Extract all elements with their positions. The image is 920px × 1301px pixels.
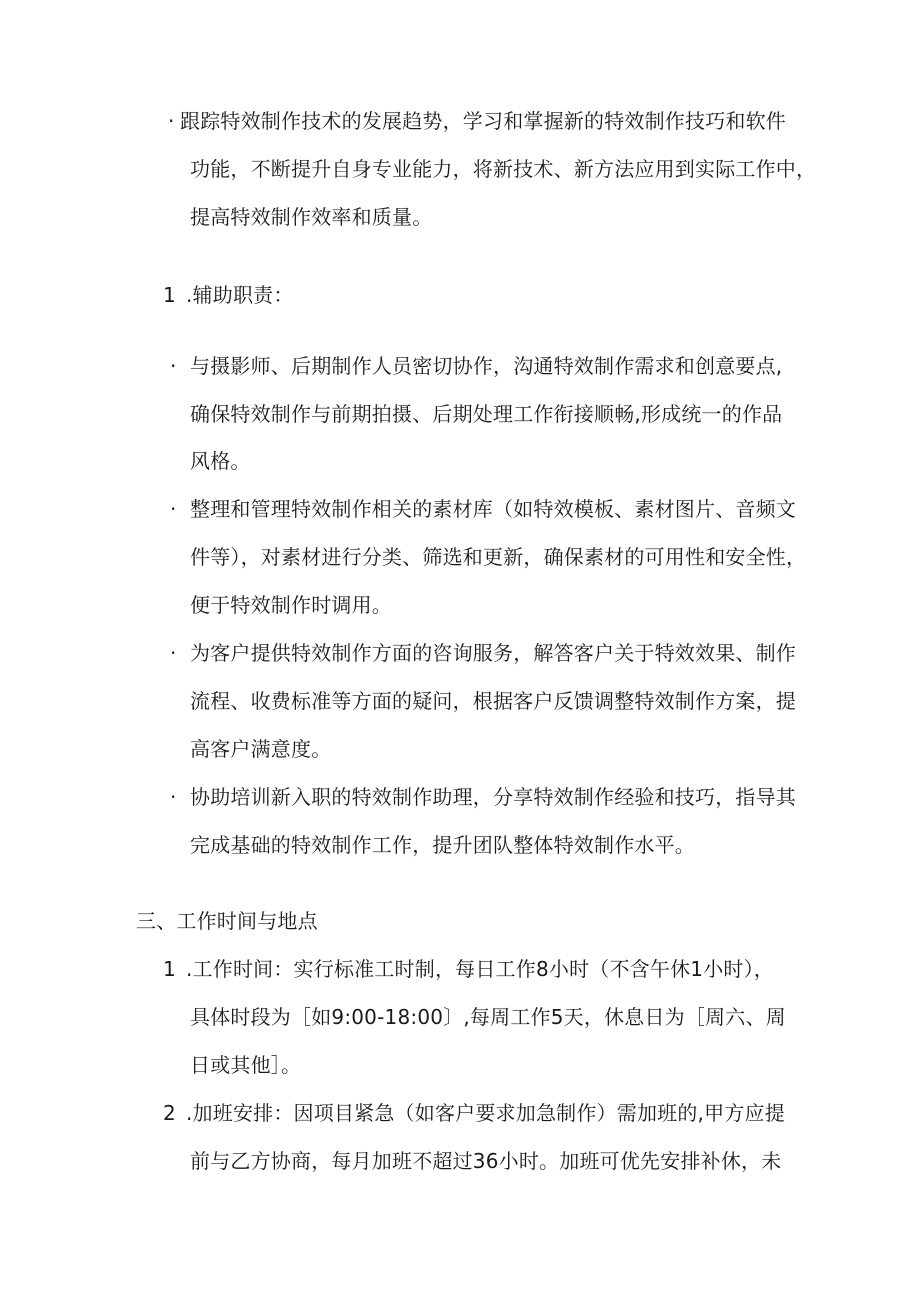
- paragraph-line: 流程、收费标准等方面的疑问，根据客户反馈调整特效制作方案，提: [190, 689, 796, 713]
- paragraph-line: 风格。: [190, 449, 251, 473]
- paragraph-line: 高客户满意度。: [190, 737, 332, 761]
- section-heading: 三、工作时间与地点: [136, 909, 318, 933]
- paragraph-line: 件等），对素材进行分类、筛选和更新，确保素材的可用性和安全性，: [190, 545, 807, 569]
- paragraph-line: 与摄影师、后期制作人员密切协作，沟通特效制作需求和创意要点,: [190, 354, 783, 378]
- bullet-marker: ·: [170, 641, 177, 665]
- bullet-marker: ·: [170, 354, 177, 378]
- paragraph-line: 确保特效制作与前期拍摄、后期处理工作衔接顺畅,形成统一的作品: [190, 402, 783, 426]
- paragraph-line: 整理和管理特效制作相关的素材库（如特效模板、素材图片、音频文: [190, 497, 796, 521]
- list-number: 2: [163, 1101, 176, 1125]
- paragraph-line: .加班安排：因项目紧急（如客户要求加急制作）需加班的,甲方应提: [186, 1101, 785, 1125]
- paragraph-line: 协助培训新入职的特效制作助理，分享特效制作经验和技巧，指导其: [190, 785, 796, 809]
- paragraph-line: 功能，不断提升自身专业能力，将新技术、新方法应用到实际工作中，: [190, 157, 817, 181]
- paragraph-line: 具体时段为［如9:00-18:00〕,每周工作5天，休息日为［周六、周: [190, 1005, 786, 1029]
- paragraph-line: 为客户提供特效制作方面的咨询服务，解答客户关于特效效果、制作: [190, 641, 796, 665]
- bullet-marker: ·: [168, 109, 175, 133]
- list-number: 1: [163, 957, 176, 981]
- paragraph-line: 提高特效制作效率和质量。: [190, 205, 433, 229]
- list-number: 1: [163, 283, 176, 307]
- paragraph-line: 便于特效制作时调用。: [190, 593, 392, 617]
- subheading: .辅助职责：: [186, 283, 294, 307]
- bullet-marker: ·: [170, 497, 177, 521]
- paragraph-line: 跟踪特效制作技术的发展趋势，学习和掌握新的特效制作技巧和软件: [180, 109, 786, 133]
- paragraph-line: 完成基础的特效制作工作，提升团队整体特效制作水平。: [190, 833, 695, 857]
- paragraph-line: 前与乙方协商，每月加班不超过36小时。加班可优先安排补休，未: [190, 1149, 782, 1173]
- bullet-marker: ·: [170, 785, 177, 809]
- paragraph-line: 日或其他］。: [190, 1053, 302, 1077]
- paragraph-line: .工作时间：实行标准工时制，每日工作8小时（不含午休1小时），: [186, 957, 775, 981]
